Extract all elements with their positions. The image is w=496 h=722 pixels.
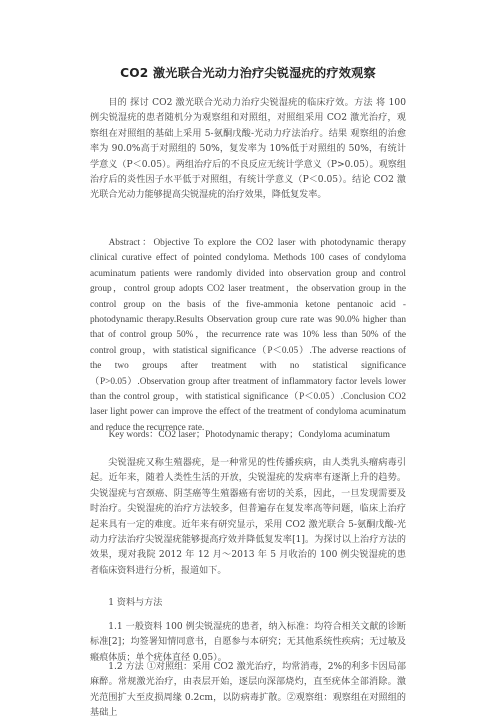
section-1-title: 1 资料与方法 — [108, 598, 163, 608]
intro-text: 尖锐湿疣又称生殖器疣，是一种常见的性传播疾病，由人类乳头瘤病毒引起。近年来，随着人类性生活的开放，尖锐湿疣的发病率有逐渐上升的趋势。尖锐湿疣与宫颈癌、阴茎癌等生殖器癌有密切的关系，因此，一旦发现需要及时治疗。尖锐湿疣的治疗方法较多，但普遍存在复发率高等问题，临床上治疗起来具有一定的难度。近年来有研究显示，采用 CO2 激光联合 5-氨酮戊酸-光动力疗法治疗尖锐湿疣能够提高疗效并降低复发率[1]。为探讨以上治疗方法的效果，现对我院 2012 年 12 月～2013 年 5 月收治的 100 例尖锐湿疣的患者临床资料进行分析，报道如下。 — [90, 458, 406, 576]
section-1-2 — [90, 660, 406, 719]
section-1-2-text: 1.2 方法 ①对照组：采用 CO2 激光治疗，均常消毒，2%的利多卡因局部麻醉。常规激光治疗，由表层开始，逐层向深部烧灼，直至疣体全部消除。激光范围扩大至皮损周缘 0.2cm，以防病毒扩散。②观察组：观察组在对照组的基础上 — [90, 662, 406, 719]
keywords-text: Key words：CO2 laser；Photodynamic therapy；Condyloma acuminatum — [108, 430, 391, 440]
keywords — [90, 428, 406, 443]
abstract-en-text: Abstract：Objective To explore the CO2 laser with photodynamic therapy clinical curative effect of pointed condyloma. Methods 100 cases of condyloma acuminatum patients were randomly divided into observation group and control group，control group adopts CO2 laser treatment，the observation group in the control group on the basis of the five-ammonia ketone pentanoic acid - photodynamic therapy.Results Observation group cure rate was 90.0% higher than that of control group 50%，the recurrence rate was 10% less than 50% of the control group，with statistical significance（P＜0.05）.The adverse reactions of the two groups after treatment with no statistical significance（P>0.05）.Observation group after treatment of inflammatory factor levels lower than the control group，with statistical significance（P＜0.05）.Conclusion CO2 laser light power can improve the effect of the treatment of condyloma acuminatum and reduce the recurrence rate. — [90, 238, 406, 433]
abstract-english — [90, 236, 406, 436]
paper-title: CO2 激光联合光动力治疗尖锐湿疣的疗效观察 — [120, 66, 376, 80]
section-1-1-text: 1.1 一般资料 100 例尖锐湿疣的患者，纳入标准：均符合相关文献的诊断标准[2]；均签署知情同意书，自愿参与本研究；无其他系统性疾病；无过敏及瘢痕体质；单个疣体直径 0.05）。 — [90, 622, 406, 663]
section-1-heading — [90, 596, 406, 611]
abstract-cn-text: 目的 探讨 CO2 激光联合光动力治疗尖锐湿疣的临床疗效。方法 将 100 例尖锐湿疣的患者随机分为观察组和对照组，对照组采用 CO2 激光治疗，观察组在对照组的基础上采用 5-氨酮戊酸-光动力疗法治疗。结果 观察组的治愈率为 90.0%高于对照组的 50%，复发率为 10%低于对照组的 50%，有统计学意义（P＜0.05）。两组治疗后的不良反应无统计学意义（P>0.05）。观察组治疗后的炎性因子水平低于对照组，有统计学意义（P＜0.05）。结论 CO2 激光联合光动力能够提高尖锐湿疣的治疗效果，降低复发率。 — [90, 98, 406, 201]
introduction — [90, 456, 406, 579]
abstract-chinese — [90, 96, 406, 204]
